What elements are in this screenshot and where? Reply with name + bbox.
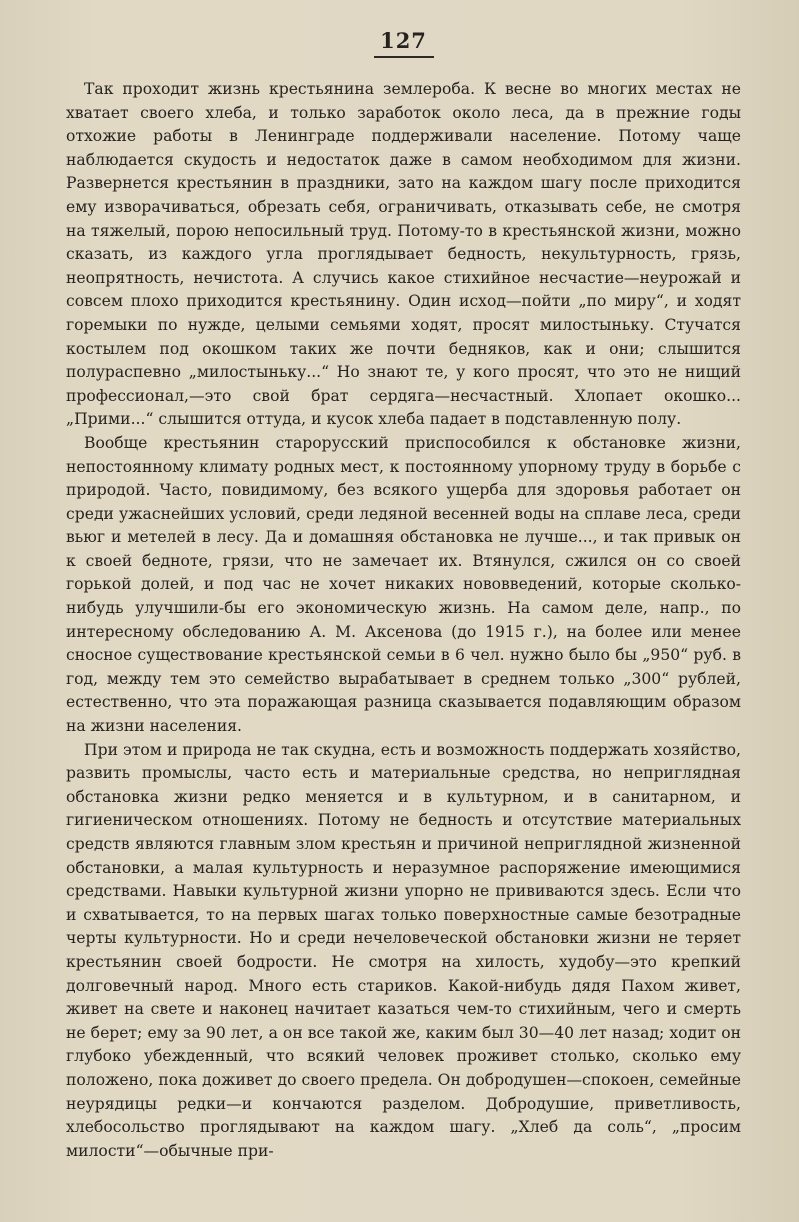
page-number: 127: [374, 28, 434, 58]
paragraph-3: При этом и природа не так скудна, есть и возможность поддержать хозяйство, развить промыслы, часто есть и материальные средства, но неприглядная обстановка жизни редко меняется и в культурном, и в санитарном, и гигиеническом отношениях. Потому не бедность и отсутствие материальных средств являются главным злом крестьян и причиной неприглядной жизненной обстановки, а малая культурность и неразумное распоряжение имеющимися средствами. Навыки культурной жизни упорно не прививаются здесь. Если что и схватывается, то на первых шагах только поверхностные самые безотрадные черты культурности. Но и среди нечеловеческой обстановки жизни не теряет крестьянин своей бодрости. Не смотря на хилость, худобу—это крепкий долговечный народ. Много есть стариков. Какой-нибудь дядя Пахом живет, живет на свете и наконец начитает казаться чем-то стихийным, чего и смерть не берет; ему за 90 лет, а он все такой же, каким был 30—40 лет назад; ходит он глубоко убежденный, что всякий человек проживет столько, сколько ему положено, пока доживет до своего предела. Он добродушен—спокоен, семейные неурядицы редки—и кончаются разделом. Добродушие, приветливость, хлебосольство проглядывают на каждом шагу. „Хлеб да соль“, „просим милости“—обычные при-: [66, 740, 741, 1160]
paragraph-2: Вообще крестьянин старорусский приспособился к обстановке жизни, непостоянному климату родных мест, к постоянному упорному труду в борьбе с природой. Часто, повидимому, без всякого ущерба для здоровья работает он среди ужаснейших условий, среди ледяной весенней воды на сплаве леса, среди вьюг и метелей в лесу. Да и домашняя обстановка не лучше..., и так привык он к своей бедноте, грязи, что не замечает их. Втянулся, сжился он со своей горькой долей, и под час не хочет никаких нововведений, которые сколько-нибудь улучшили-бы его экономическую жизнь. На самом деле, напр., по интересному обследованию А. М. Аксенова (до 1915 г.), на более или менее сносное существование крестьянской семьи в 6 чел. нужно было бы „950“ руб. в год, между тем это семейство вырабатывает в среднем только „300“ рублей, естественно, что эта поражающая разница сказывается подавляющим образом на жизни населения.: [66, 433, 741, 736]
paragraph-1: Так проходит жизнь крестьянина землероба. К весне во многих местах не хватает своего хлеба, и только заработок около леса, да в прежние годы отхожие работы в Ленинграде поддерживали население. Потому чаще наблюдается скудость и недостаток даже в самом необходимом для жизни. Развернется крестьянин в праздники, зато на каждом шагу после приходится ему изворачиваться, обрезать себя, ограничивать, отказывать себе, не смотря на тяжелый, порою непосильный труд. Потому-то в крестьянской жизни, можно сказать, из каждого угла проглядывает бедность, некультурность, грязь, неопрятность, нечистота. А случись какое стихийное несчастие—неурожай и совсем плохо приходится крестьянину. Один исход—пойти „по миру“, и ходят горемыки по нужде, целыми семьями ходят, просят милостыньку. Стучатся костылем под окошком таких же почти бедняков, как и они; слышится полураспевно „милостыньку...“ Но знают те, у кого просят, что это не нищий профессионал,—это свой брат сердяга—несчастный. Хлопает окошко... „Прими...“ слышится оттуда, и кусок хлеба падает в подставленную полу.: [66, 80, 741, 429]
